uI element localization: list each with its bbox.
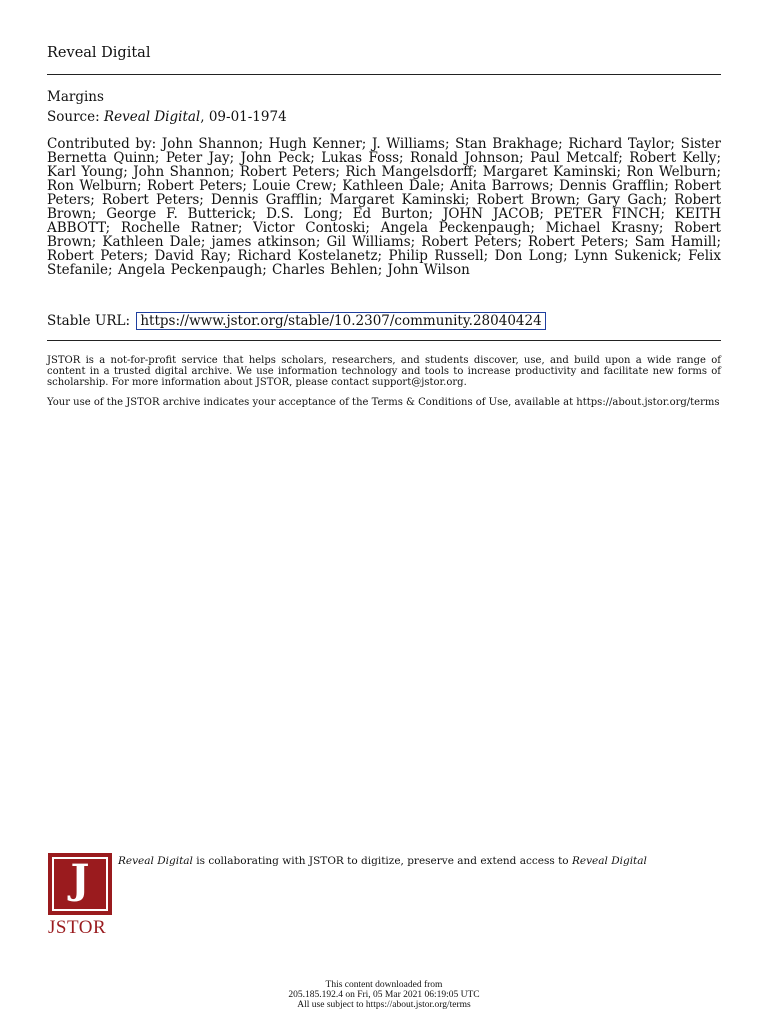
collab-text: is collaborating with JSTOR to digitize, preserve and extend access to [192,855,572,867]
jstor-logo [48,853,114,938]
contributed-label: Contributed by: [47,136,157,152]
footer-line-3: All use subject to https://about.jstor.org/terms [297,1000,471,1010]
collab-partner: Reveal Digital [118,855,193,867]
download-footer [0,980,768,1010]
collaboration-statement [118,856,678,868]
stable-url-label: Stable URL: [47,313,131,329]
top-divider [47,74,721,75]
source-name: Reveal Digital [103,109,201,125]
source-label: Source: [47,109,100,125]
stable-url-link[interactable]: https://www.jstor.org/stable/10.2307/community.28040424 [136,312,545,330]
contributors-block [47,137,721,277]
source-line [47,110,721,124]
jstor-wordmark: JSTOR [48,917,107,938]
footer-line-2: 205.185.192.4 on Fri, 05 Mar 2021 06:19:05 UTC [288,990,480,1000]
terms-notice: Your use of the JSTOR archive indicates your acceptance of the Terms & Conditions of Use, available at https://about.jstor.org/terms [47,397,720,408]
footer-line-1: This content downloaded from [325,980,443,990]
jstor-logo-icon: J [48,853,112,915]
publisher-header: Reveal Digital [47,45,151,61]
jstor-about-notice: JSTOR is a not-for-profit service that helps scholars, researchers, and students discover, use, and build upon a wide range of content in a trusted digital archive. We use information technology and tools to increase productivity and facilitate new forms of scholarship. For more information about JSTOR, please contact support@jstor.org. [47,355,721,388]
middle-divider [47,340,721,341]
contributors-list: John Shannon; Hugh Kenner; J. Williams; Stan Brakhage; Richard Taylor; Sister Bernetta Quinn; Peter Jay; John Peck; Lukas Foss; Ronald Johnson; Paul Metcalf; Robert Kelly; Karl Young; John Shannon; Robert Peters; Rich Mangelsdorff; Margaret Kaminski; Ron Welburn; Ron Welburn; Robert Peters; Louie Crew; Kathleen Dale; Anita Barrows; Dennis Grafflin; Robert Peters; Robert Peters; Dennis Grafflin; Margaret Kaminski; Robert Brown; Gary Gach; Robert Brown; George F. Butterick; D.S. Long; Ed Burton; JOHN JACOB; PETER FINCH; KEITH ABBOTT; Rochelle Ratner; Victor Contoski; Angela Peckenpaugh; Michael Krasny; Robert Brown; Kathleen Dale; james atkinson; Gil Williams; Robert Peters; Robert Peters; Sam Hamill; Robert Peters; David Ray; Richard Kostelanetz; Philip Russell; Don Long; Lynn Sukenick; Felix Stefanile; Angela Peckenpaugh; Charles Behlen; John Wilson [47,136,721,278]
item-title: Margins [47,89,104,105]
collab-partner-end: Reveal Digital [571,855,647,867]
stable-url-line [47,312,721,330]
source-date: , 09-01-1974 [200,109,287,125]
